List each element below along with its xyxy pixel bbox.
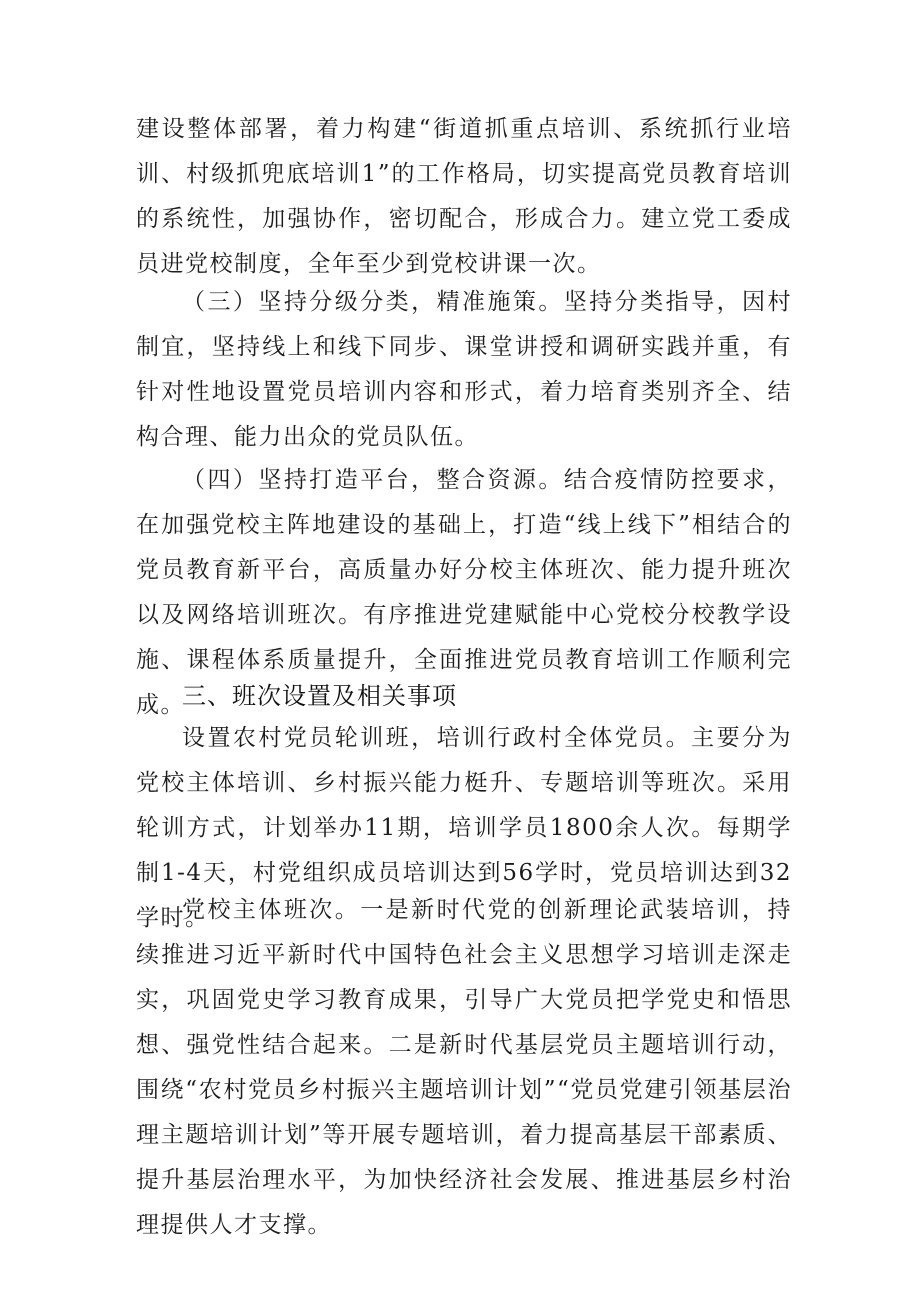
paragraph-platform-building: （四）坚持打造平台，整合资源。结合疫情防控要求，在加强党校主阵地建设的基础上，打造“线上线下”相结合的党员教育新平台，高质量办好分校主体班次、能力提升班次以及网络培训班次。有序推进党建赋能中心党校分校教学设施、课程体系质量提升，全面推进党员教育培训工作顺利完成。 bbox=[136, 467, 792, 718]
paragraph-party-school-main-class: 党校主体班次。一是新时代党的创新理论武装培训，持续推进习近平新时代中国特色社会主义思想学习培训走深走实，巩固党史学习教育成果，引导广大党员把学党史和悟思想、强党性结合起来。二是新时代基层党员主题培训行动，围绕“农村党员乡村振兴主题培训计划”“党员党建引领基层治理主题培训计划”等开展专题培训，着力提高基层干部素质、提升基层治理水平，为加快经济社会发展、推进基层乡村治理提供人才支撑。 bbox=[136, 897, 792, 1238]
paragraph-rural-training-class: 设置农村党员轮训班，培训行政村全体党员。主要分为党校主体培训、乡村振兴能力梃升、专题培训等班次。采用轮训方式，计划举办11期，培训学员1800余人次。每期学制1-4天，村党组织成员培训达到56学时，党员培训达到32学时。 bbox=[136, 725, 792, 931]
section-heading: 三、班次设置及相关事项 bbox=[182, 682, 457, 710]
paragraph-classified-training: （三）坚持分级分类，精准施策。坚持分类指导，因村制宜，坚持线上和线下同步、课堂讲授和调研实践并重，有针对性地设置党员培训内容和形式，着力培育类别齐全、结构合理、能力出众的党员队伍。 bbox=[136, 289, 792, 450]
paragraph-work-pattern: 建设整体部署，着力构建“街道抓重点培训、系统抓行业培训、村级抓兜底培训1”的工作格局，切实提高党员教育培训的系统性，加强协作，密切配合，形成合力。建立党工委成员进党校制度，全年至少到党校讲课一次。 bbox=[136, 116, 792, 277]
